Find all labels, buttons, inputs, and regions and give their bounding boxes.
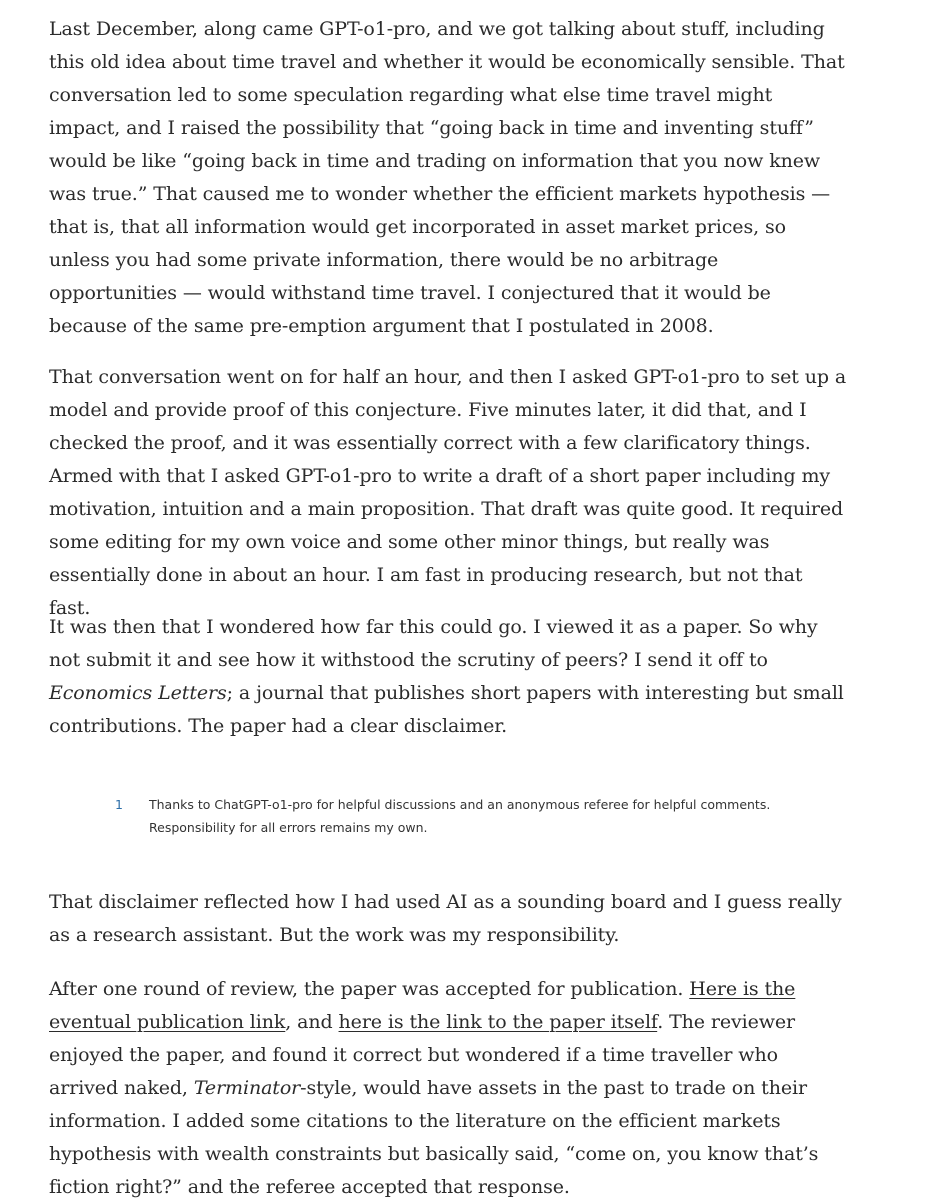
paragraph-5 [49,973,849,1204]
footnote-line-2: Responsibility for all errors remains my own. [149,820,428,835]
paragraph-4: That disclaimer reflected how I had used AI as a sounding board and I guess really as a research assistant. But the work was my responsibility. [49,891,842,946]
paragraph-5-text-d: -style, would have assets in the past to trade on their information. I added some citations to the literature on the efficient markets hypothesis with wealth constraints but basically said, “come on, you know that’s fiction right?” and the referee accepted that response. [49,1077,819,1198]
paragraph-5-text-c: . The reviewer enjoyed the paper, and found it correct but wondered if a time traveller who arrived naked, [49,1011,796,1099]
paragraph-3 [49,611,849,743]
footnote-number: 1 [115,797,123,812]
publication-link[interactable]: Here is the eventual publication link [49,978,796,1033]
footnote-line-1: Thanks to ChatGPT-o1-pro for helpful discussions and an anonymous referee for helpful comments. [149,797,771,812]
footnote-text [149,793,839,839]
paragraph-5-text-b: , and [285,1011,339,1033]
paragraph-1: Last December, along came GPT-o1-pro, and we got talking about stuff, including this old idea about time travel and whether it would be economically sensible. That conversation led to some speculation regarding what else time travel might impact, and I raised the possibility that “going back in time and inventing stuff” would be like “going back in time and trading on information that you now knew was true.” That caused me to wonder whether the efficient markets hypothesis — that is, that all information would get incorporated in asset market prices, so unless you had some private information, there would be no arbitrage opportunities — would withstand time travel. I conjectured that it would be because of the same pre-emption argument that I postulated in 2008. [49,18,845,337]
paragraph-3-text-a: It was then that I wondered how far this could go. I viewed it as a paper. So why not submit it and see how it withstood the scrutiny of peers? I send it off to [49,616,818,671]
paragraph-5-text-a: After one round of review, the paper was accepted for publication. [49,978,690,1000]
journal-name: Economics Letters [49,682,227,704]
paragraph-2: That conversation went on for half an hour, and then I asked GPT-o1-pro to set up a model and provide proof of this conjecture. Five minutes later, it did that, and I checked the proof, and it was essentially correct with a few clarificatory things. Armed with that I asked GPT-o1-pro to write a draft of a short paper including my motivation, intuition and a main proposition. That draft was quite good. It required some editing for my own voice and some other minor things, but really was essentially done in about an hour. I am fast in producing research, but not that fast. [49,366,847,619]
paragraph-3-text-b: ; a journal that publishes short papers with interesting but small contributions. The paper had a clear disclaimer. [49,682,844,737]
terminator-italic: Terminator [193,1077,301,1099]
paper-link[interactable]: here is the link to the paper itself [338,1011,658,1033]
